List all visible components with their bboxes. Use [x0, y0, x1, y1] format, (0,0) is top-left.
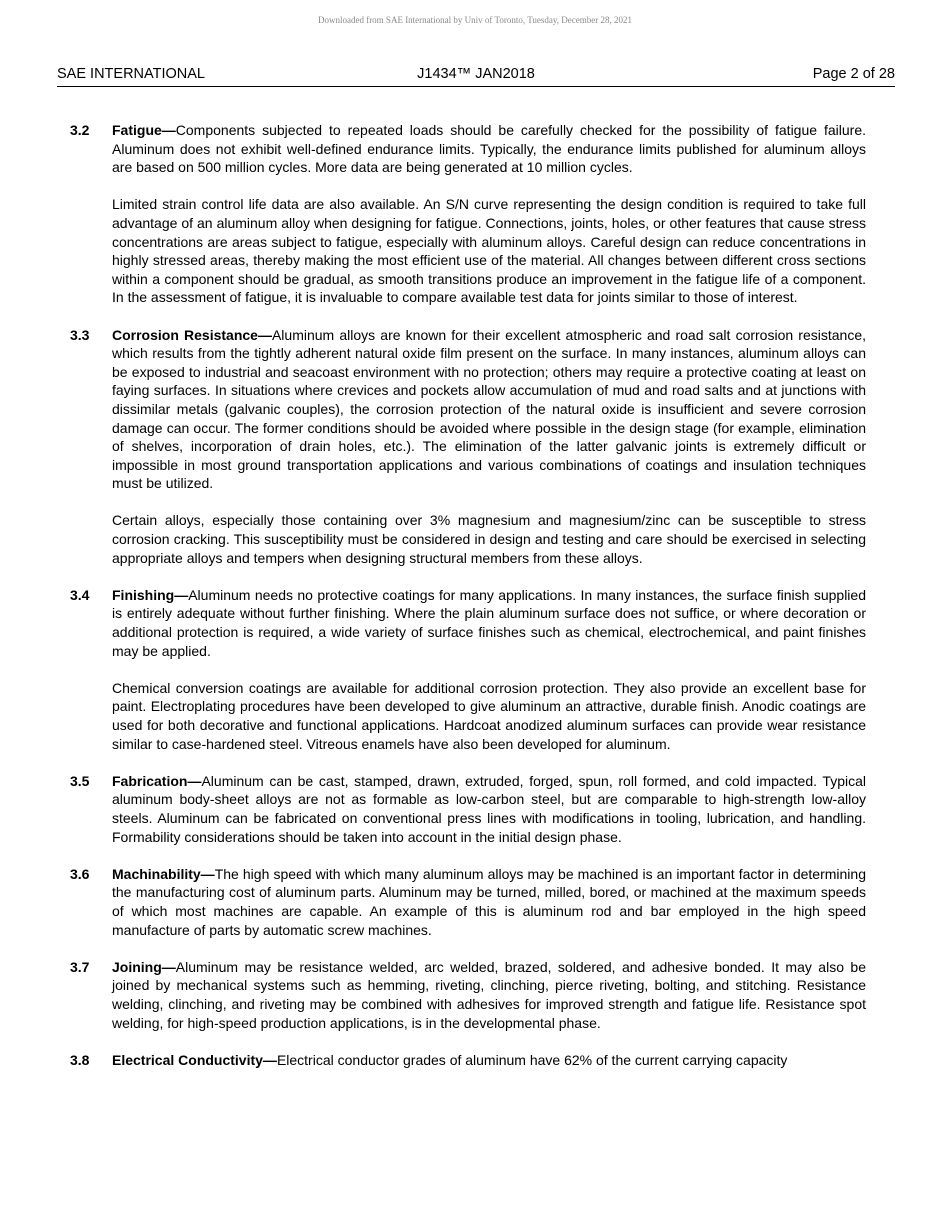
section-title: Corrosion Resistance— — [112, 326, 272, 343]
section-text: Aluminum alloys are known for their excellent atmospheric and road salt corrosion resistance, which results from the tightly adherent natural oxide film present on the surface. In many instances, aluminum alloys can be exposed to industrial and seacoast environment with no protection; others may require a protective coating at least on faying surfaces. In situations where crevices and pockets allow accumulation of mud and road salts and at junctions with dissimilar metals (galvanic couples), the corrosion protection of the natural oxide is insufficient and severe corrosion damage can occur. The former conditions should be avoided where possible in the design stage (for example, elimination of shelves, incorporation of drain holes, etc.). The elimination of the latter galvanic joints is extremely difficult or impossible in most ground transportation applications and various combinations of coatings and insulation techniques must be utilized. — [112, 326, 866, 492]
section-title: Joining— — [112, 958, 176, 975]
section-number: 3.7 — [70, 958, 90, 975]
section-paragraph — [112, 772, 866, 846]
section-corrosion-resistance — [70, 326, 866, 568]
section-text: Aluminum needs no protective coatings for many applications. In many instances, the surface finish supplied is entirely adequate without further finishing. Where the plain aluminum surface does not suffice, or where decoration or additional protection is required, a wide variety of surface finishes such as chemical, electrochemical, and paint finishes may be applied. — [112, 586, 866, 659]
section-number: 3.3 — [70, 326, 90, 343]
section-paragraph — [112, 326, 866, 493]
section-machinability — [70, 865, 866, 939]
section-text: Electrical conductor grades of aluminum have 62% of the current carrying capacity — [276, 1051, 788, 1068]
section-number: 3.5 — [70, 772, 90, 789]
section-text: Aluminum may be resistance welded, arc welded, brazed, soldered, and adhesive bonded. It may also be joined by mechanical systems such as hemming, riveting, clinching, pierce riveting, bolting, and stitching. Resistance welding, clinching, and riveting may be combined with adhesives for improved strength and fatigue life. Resistance spot welding, for high-speed production applications, is in the developmental phase. — [112, 958, 866, 1031]
header-document-id: J1434™ JAN2018 — [417, 66, 535, 82]
section-title: Fatigue— — [112, 122, 176, 138]
download-watermark: Downloaded from SAE International by Univ of Toronto, Tuesday, December 28, 2021 — [317, 15, 633, 25]
section-finishing — [70, 586, 866, 753]
section-paragraph: Limited strain control life data are also available. An S/N curve representing the design condition is required to take full advantage of an aluminum alloy when designing for fatigue. Connections, joints, holes, or other features that cause stress concentrations are areas subject to fatigue, especially with aluminum alloys. Careful design can reduce concentrations in highly stressed areas, thereby making the most efficient use of the material. All changes between different cross sections within a component should be gradual, as smooth transitions produce an improvement in the fatigue life of a component. In the assessment of fatigue, it is invaluable to compare available test data for joints similar to those of interest. — [112, 196, 866, 306]
section-paragraph — [112, 865, 866, 939]
section-title: Machinability— — [112, 865, 215, 882]
section-number: 3.4 — [70, 586, 90, 603]
section-paragraph — [112, 958, 866, 1032]
page-header — [57, 66, 895, 87]
section-title: Electrical Conductivity— — [112, 1051, 277, 1068]
section-paragraph: Chemical conversion coatings are available for additional corrosion protection. They also provide an excellent base for paint. Electroplating procedures have been developed to give aluminum an attractive, durable finish. Anodic coatings are used for both decorative and functional applications. Hardcoat anodized aluminum surfaces can provide wear resistance similar to case-hardened steel. Vitreous enamels have also been developed for aluminum. — [112, 679, 866, 752]
section-text: The high speed with which many aluminum alloys may be machined is an important factor in determining the manufacturing cost of aluminum parts. Aluminum may be turned, milled, bored, or machined at the maximum speeds of which most machines are capable. An example of this is aluminum rod and bar employed in the high speed manufacture of parts by automatic screw machines. — [112, 865, 866, 938]
section-number: 3.2 — [70, 122, 90, 138]
section-paragraph — [112, 586, 866, 660]
section-paragraph: Certain alloys, especially those containing over 3% magnesium and magnesium/zinc can be susceptible to stress corrosion cracking. This susceptibility must be considered in design and testing and care should be exercised in selecting appropriate alloys and tempers when designing structural members from these alloys. — [112, 512, 866, 566]
section-text: Aluminum can be cast, stamped, drawn, extruded, forged, spun, roll formed, and cold impacted. Typical aluminum body-sheet alloys are not as formable as low-carbon steel, but are comparable to high-strength low-alloy steels. Aluminum can be fabricated on conventional press lines with modifications in tooling, lubrication, and handling. Formability considerations should be taken into account in the initial design phase. — [112, 772, 866, 845]
header-page-number: Page 2 of 28 — [812, 66, 895, 82]
section-title: Fabrication— — [112, 772, 202, 789]
header-organization: SAE INTERNATIONAL — [57, 66, 205, 82]
section-title: Finishing— — [112, 586, 189, 603]
section-number: 3.8 — [70, 1051, 90, 1068]
section-electrical-conductivity — [70, 1051, 866, 1070]
section-joining — [70, 958, 866, 1032]
document-body — [70, 121, 866, 1088]
section-paragraph — [112, 1051, 866, 1070]
section-fabrication — [70, 772, 866, 846]
section-fatigue — [70, 121, 866, 307]
section-text: Components subjected to repeated loads should be carefully checked for the possibility of fatigue failure. Aluminum does not exhibit well-defined endurance limits. Typically, the endurance limits published for aluminum alloys are based on 500 million cycles. More data are being generated at 10 million cycles. — [112, 122, 866, 176]
section-paragraph — [112, 121, 866, 177]
section-number: 3.6 — [70, 865, 90, 882]
